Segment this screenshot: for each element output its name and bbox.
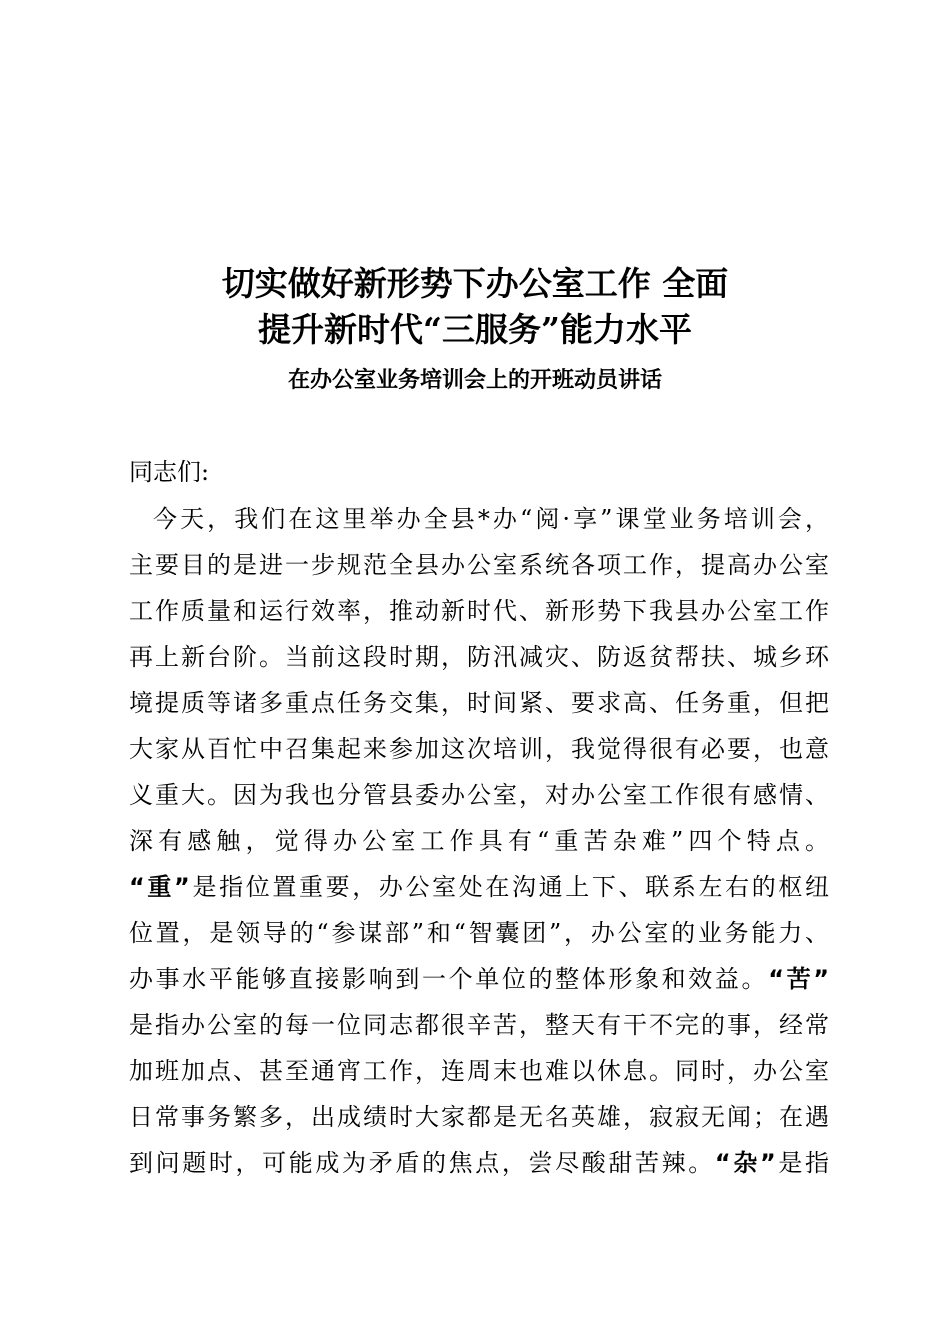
body-line: 大家从百忙中召集起来参加这次培训，我觉得很有必要，也意 [129, 735, 829, 763]
body-text: 到问题时，可能成为矛盾的焦点，尝尽酸甜苦辣。 [129, 1149, 715, 1177]
title-line-2: 提升新时代“三服务”能力水平 [258, 310, 692, 349]
bold-term-zhong: “重” [129, 873, 190, 901]
body-line: 主要目的是进一步规范全县办公室系统各项工作，提高办公室 [129, 551, 829, 579]
body-line: 再上新台阶。当前这段时期，防汛减灾、防返贫帮扶、城乡环 [129, 643, 829, 671]
bold-term-ku: “苦” [768, 965, 829, 993]
bold-term-za: “杂” [714, 1149, 776, 1177]
body-text: 办事水平能够直接影响到一个单位的整体形象和效益。 [129, 965, 769, 993]
body-line-with-bold [129, 1140, 829, 1186]
body-line: 加班加点、甚至通宵工作，连周末也难以休息。同时，办公室 [129, 1057, 829, 1085]
body-line: 工作质量和运行效率，推动新时代、新形势下我县办公室工作 [129, 597, 829, 625]
body-text: 是指位置重要，办公室处在沟通上下、联系左右的枢纽 [189, 873, 829, 901]
body-line: 日常事务繁多，出成绩时大家都是无名英雄，寂寂无闻；在遇 [129, 1103, 829, 1131]
body-line: 义重大。因为我也分管县委办公室，对办公室工作很有感情、 [129, 781, 829, 809]
body-line-with-bold [129, 956, 829, 1002]
body-line: 境提质等诸多重点任务交集，时间紧、要求高、任务重，但把 [129, 689, 829, 717]
body-text: 是指 [775, 1149, 829, 1177]
body-line: 是指办公室的每一位同志都很辛苦，整天有干不完的事，经常 [129, 1011, 829, 1039]
salutation: 同志们: [129, 458, 210, 486]
body-line: 位置，是领导的“参谋部”和“智囊团”，办公室的业务能力、 [129, 919, 829, 947]
title-line-1: 切实做好新形势下办公室工作 全面 [221, 264, 729, 303]
body-line: 深有感触，觉得办公室工作具有“重苦杂难”四个特点。 [129, 827, 829, 855]
body-line-with-bold [129, 864, 829, 910]
subtitle: 在办公室业务培训会上的开班动员讲话 [287, 368, 662, 393]
body-line: 今天，我们在这里举办全县*办“阅·享”课堂业务培训会， [153, 505, 829, 533]
